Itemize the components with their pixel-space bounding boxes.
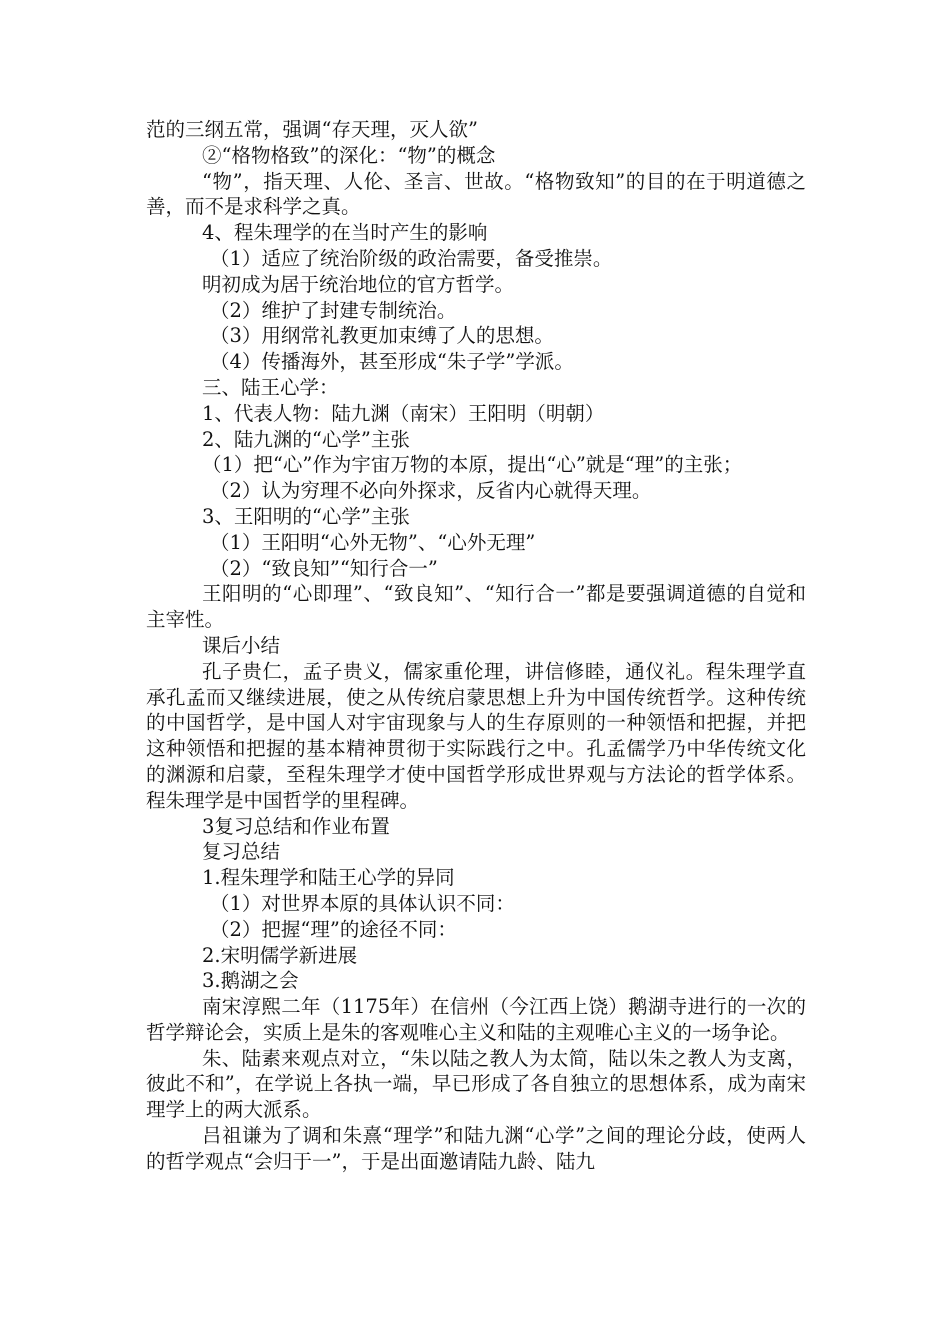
list-item: （1）适应了统治阶级的政治需要，备受推崇。: [210, 246, 613, 270]
list-item: （2）把握“理”的途径不同：: [210, 917, 457, 941]
paragraph: 朱、陆素来观点对立，“朱以陆之教人为太简，陆以朱之教人为支离，彼此不和”，在学说上各执一端，早已形成了各自独立的思想体系，成为南宋理学上的两大派系。: [146, 1046, 806, 1122]
list-item: （2）“致良知”“知行合一”: [210, 556, 438, 580]
paragraph: 王阳明的“心即理”、“致良知”、“知行合一”都是要强调道德的自觉和主宰性。: [146, 582, 806, 632]
paragraph: 吕祖谦为了调和朱熹“理学”和陆九渊“心学”之间的理论分歧，使两人的哲学观点“会归于一”，于是出面邀请陆九龄、陆九: [146, 1124, 806, 1173]
text-line: 1、代表人物：陆九渊（南宋）王阳明（明朝）: [202, 401, 605, 425]
document-body: [146, 117, 806, 1175]
section-heading: 3复习总结和作业布置: [202, 814, 390, 838]
list-item: （3）用纲常礼教更加束缚了人的思想。: [210, 324, 554, 348]
list-item: （4）传播海外，甚至形成“朱子学”学派。: [210, 350, 574, 374]
text-line: 明初成为居于统治地位的官方哲学。: [202, 272, 515, 296]
paragraph: 孔子贵仁，孟子贵义，儒家重伦理，讲信修睦，通仪礼。程朱理学直承孔孟而又继续进展，使之从传统启蒙思想上升为中国传统哲学。这种传统的中国哲学，是中国人对宇宙现象与人的生存原则的一种领悟和把握，并把这种领悟和把握的基本精神贯彻于实际践行之中。孔孟儒学乃中华传统文化的渊源和启蒙，至程朱理学才使中国哲学形成世界观与方法论的哲学体系。程朱理学是中国哲学的里程碑。: [146, 659, 806, 812]
section-heading: 三、陆王心学：: [202, 375, 339, 399]
section-heading: 课后小结: [202, 633, 281, 657]
section-heading: 2、陆九渊的“心学”主张: [202, 427, 410, 451]
text-line: 2.宋明儒学新进展: [202, 943, 358, 967]
text-line: ②“格物格致”的深化：“物”的概念: [202, 143, 496, 167]
section-heading: 复习总结: [202, 840, 281, 864]
list-item: （1）王阳明“心外无物”、“心外无理”: [210, 530, 536, 554]
text-line: 1.程朱理学和陆王心学的异同: [202, 866, 455, 890]
list-item: （2）维护了封建专制统治。: [210, 298, 457, 322]
text-line: 范的三纲五常，强调“存天理，灭人欲”: [146, 118, 478, 141]
text-line: 3.鹅湖之会: [202, 969, 299, 993]
list-item: （2）认为穷理不必向外探求，反省内心就得天理。: [210, 479, 652, 503]
list-item: （1）对世界本原的具体认识不同：: [210, 891, 515, 915]
paragraph: 南宋淳熙二年（1175年）在信州（今江西上饶）鹅湖寺进行的一次的哲学辩论会，实质上是朱的客观唯心主义和陆的主观唯心主义的一场争论。: [146, 995, 806, 1044]
paragraph: “物”，指天理、人伦、圣言、世故。“格物致知”的目的在于明道德之善，而不是求科学之真。: [146, 169, 806, 219]
list-item: （1）把“心”作为宇宙万物的本原，提出“心”就是“理”的主张；: [202, 453, 743, 477]
section-heading: 3、王阳明的“心学”主张: [202, 504, 410, 528]
section-heading: 4、程朱理学的在当时产生的影响: [202, 221, 488, 245]
